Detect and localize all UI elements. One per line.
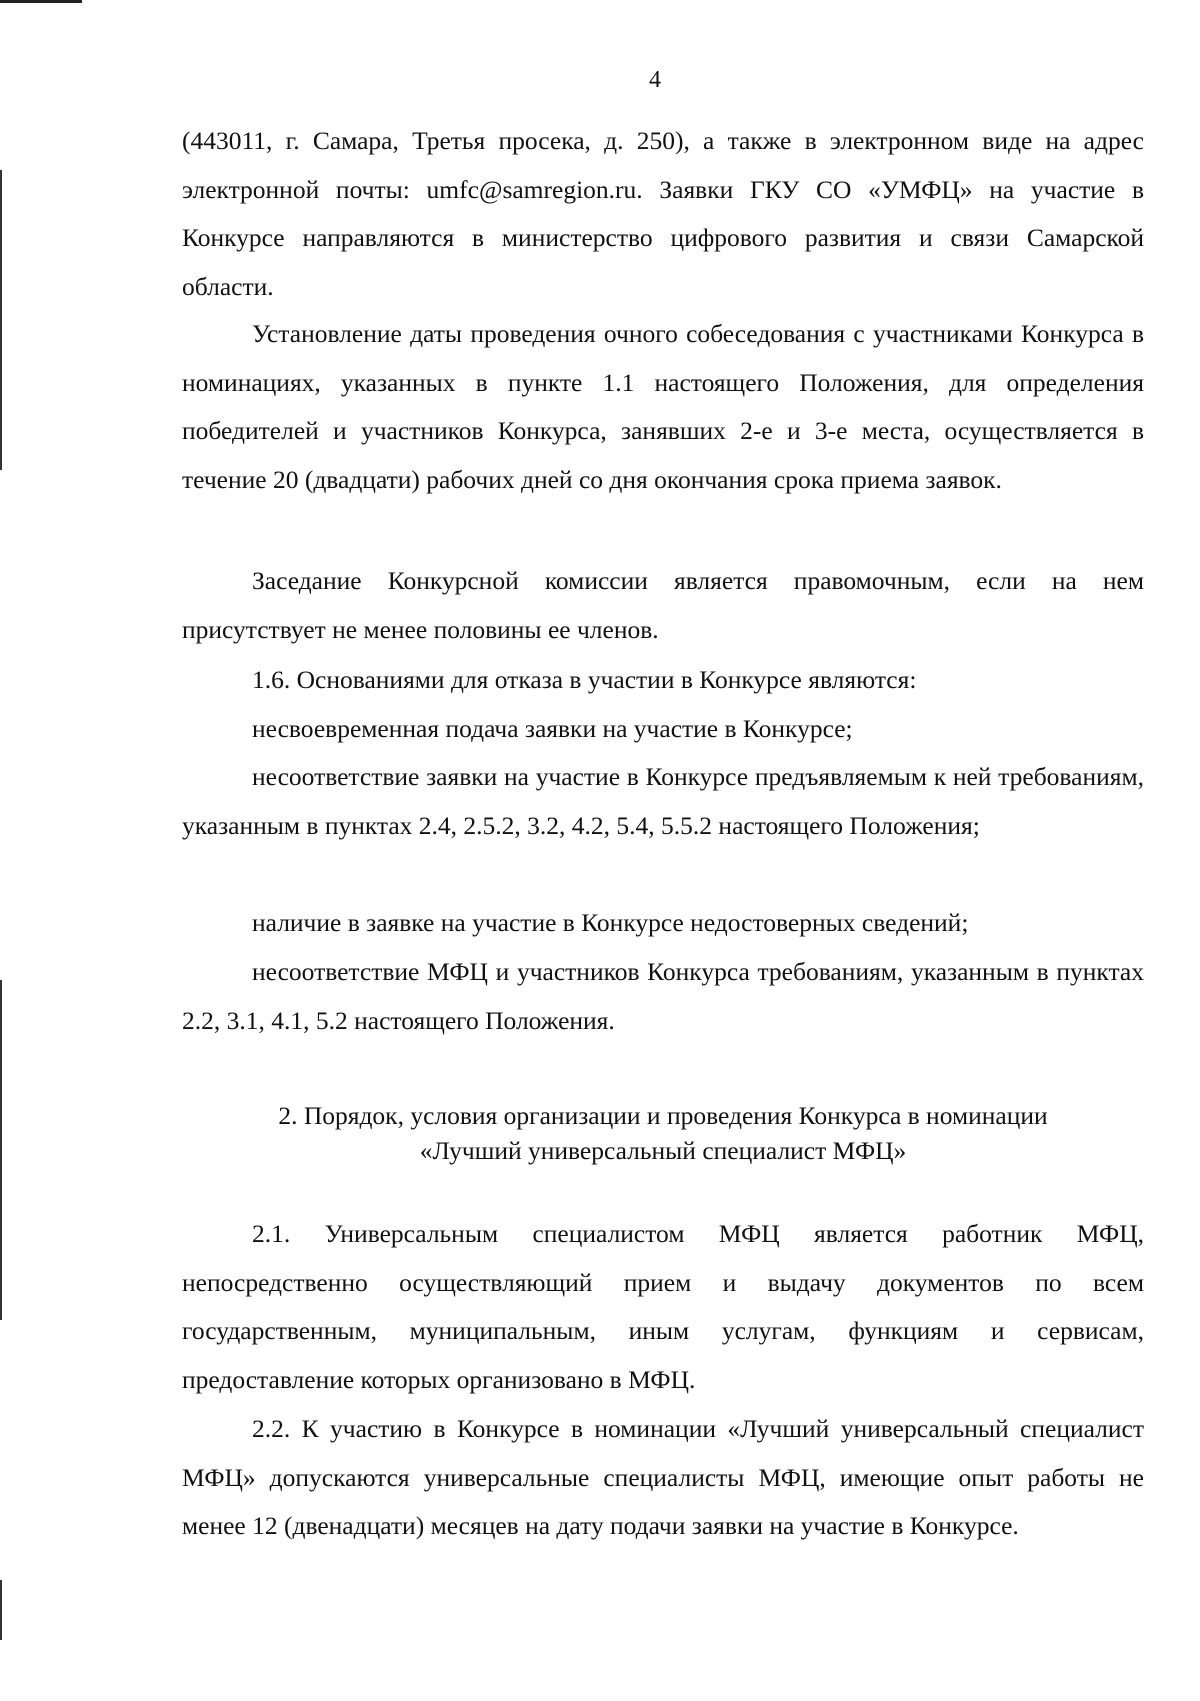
section-heading (182, 1098, 1144, 1168)
paragraph-1-6-heading: 1.6. Основаниями для отказа в участии в Конкурсе являются: (252, 665, 917, 694)
scan-edge-line (0, 980, 2, 1320)
section-heading-line-1: 2. Порядок, условия организации и проведения Конкурса в номинации (278, 1101, 1048, 1130)
paragraph-commission-quorum: Заседание Конкурсной комиссии является правомочным, если на нем присутствует не менее половины ее членов. (182, 566, 1144, 644)
scan-mark (0, 0, 82, 3)
paragraph-2-2: 2.2. К участию в Конкурсе в номинации «Лучший универсальный специалист МФЦ» допускаются универсальные специалисты МФЦ, имеющие опыт работы не менее 12 (двенадцати) месяцев на дату подачи заявки на участие в Конкурсе. (182, 1414, 1144, 1540)
page-number: 4 (649, 67, 661, 93)
scan-edge-line (0, 1580, 2, 1640)
paragraph-interview-date: Установление даты проведения очного собеседования с участниками Конкурса в номинациях, указанных в пункте 1.1 настоящего Положения, для определения победителей и участников Конкурса, занявших 2-е и 3-е места, осуществляется в течение 20 (двадцати) рабочих дней со дня окончания срока приема заявок. (182, 319, 1144, 494)
list-item-noncompliance-application: несоответствие заявки на участие в Конкурсе предъявляемым к ней требованиям, указанным в пунктах 2.4, 2.5.2, 3.2, 4.2, 5.4, 5.5.2 настоящего Положения; (182, 762, 1144, 840)
section-heading-line-2: «Лучший универсальный специалист МФЦ» (419, 1136, 907, 1165)
list-item-false-information: наличие в заявке на участие в Конкурсе недостоверных сведений; (252, 908, 969, 937)
paragraph-2-1: 2.1. Универсальным специалистом МФЦ является работник МФЦ, непосредственно осуществляющий прием и выдачу документов по всем государственным, муниципальным, иным услугам, функциям и сервисам, предоставление которых организовано в МФЦ. (182, 1219, 1144, 1394)
list-item-noncompliance-participants: несоответствие МФЦ и участников Конкурса требованиям, указанным в пунктах 2.2, 3.1, 4.1, 5.2 настоящего Положения. (182, 957, 1144, 1035)
paragraph-address-continuation: (443011, г. Самара, Третья просека, д. 250), а также в электронном виде на адрес электронной почты: umfc@samregion.ru. Заявки ГКУ СО «УМФЦ» на участие в Конкурсе направляются в министерство цифрового развития и связи Самарской области. (182, 126, 1144, 301)
list-item-late-submission: несвоевременная подача заявки на участие в Конкурсе; (252, 714, 853, 743)
scan-edge-line (0, 170, 2, 470)
